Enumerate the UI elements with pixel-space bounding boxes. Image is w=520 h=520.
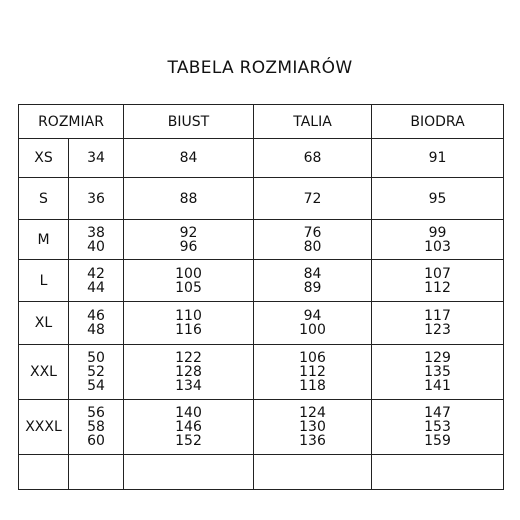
waist-value: 100 — [299, 322, 326, 338]
table-row — [19, 220, 504, 260]
header-hips: BIODRA — [372, 105, 504, 139]
waist-value: 130 — [299, 419, 326, 435]
hips-value: 112 — [424, 279, 451, 296]
hips-value: 153 — [424, 419, 451, 435]
hips-value: 107 — [424, 265, 451, 282]
bust-value: 96 — [179, 238, 198, 255]
header-size: ROZMIAR — [19, 105, 124, 139]
waist-value: 76 — [303, 224, 322, 241]
bust-cell — [124, 400, 254, 455]
size-number: 50 — [87, 350, 105, 366]
bust-cell — [124, 139, 254, 178]
size-label: XS — [19, 139, 69, 178]
empty-cell — [19, 455, 69, 490]
bust-value: 146 — [175, 419, 202, 435]
size-number: 38 — [87, 224, 105, 241]
bust-value: 122 — [175, 350, 202, 366]
hips-value: 123 — [424, 322, 451, 338]
size-label: XXXL — [19, 400, 69, 455]
bust-value: 152 — [175, 433, 202, 449]
size-number: 46 — [87, 308, 105, 324]
bust-cell — [124, 260, 254, 302]
table-row — [19, 260, 504, 302]
empty-cell — [254, 455, 372, 490]
hips-value: 91 — [428, 150, 447, 166]
table-row — [19, 400, 504, 455]
hips-cell — [372, 220, 504, 260]
hips-cell — [372, 302, 504, 345]
waist-cell — [254, 400, 372, 455]
size-table — [18, 104, 504, 490]
waist-value: 124 — [299, 405, 326, 421]
hips-value: 99 — [428, 224, 447, 241]
table-row — [19, 178, 504, 220]
size-label: S — [19, 178, 69, 220]
size-number: 54 — [87, 378, 105, 394]
bust-value: 134 — [175, 378, 202, 394]
hips-cell — [372, 260, 504, 302]
bust-value: 100 — [175, 265, 202, 282]
bust-cell — [124, 178, 254, 220]
bust-value: 116 — [175, 322, 202, 338]
hips-value: 141 — [424, 378, 451, 394]
table-row — [19, 139, 504, 178]
waist-value: 72 — [303, 190, 322, 207]
waist-cell — [254, 345, 372, 400]
empty-cell — [372, 455, 504, 490]
waist-value: 112 — [299, 364, 326, 380]
size-number-cell — [69, 400, 124, 455]
size-number-cell — [69, 139, 124, 178]
empty-table-row — [19, 455, 504, 490]
size-number: 34 — [87, 150, 105, 166]
bust-value: 128 — [175, 364, 202, 380]
waist-value: 68 — [303, 150, 322, 166]
table-header-row — [19, 105, 504, 139]
hips-cell — [372, 139, 504, 178]
size-number: 52 — [87, 364, 105, 380]
hips-cell — [372, 345, 504, 400]
waist-value: 84 — [303, 265, 322, 282]
header-bust: BIUST — [124, 105, 254, 139]
bust-cell — [124, 302, 254, 345]
size-number: 48 — [87, 322, 105, 338]
waist-value: 89 — [303, 279, 322, 296]
size-number-cell — [69, 260, 124, 302]
size-number: 36 — [87, 190, 105, 207]
size-number: 58 — [87, 419, 105, 435]
size-number: 56 — [87, 405, 105, 421]
size-label: M — [19, 220, 69, 260]
bust-cell — [124, 220, 254, 260]
bust-value: 84 — [179, 150, 198, 166]
table-row — [19, 345, 504, 400]
hips-value: 135 — [424, 364, 451, 380]
waist-value: 118 — [299, 378, 326, 394]
size-number: 60 — [87, 433, 105, 449]
hips-value: 95 — [428, 190, 447, 207]
bust-value: 140 — [175, 405, 202, 421]
size-number-cell — [69, 178, 124, 220]
size-number: 44 — [87, 279, 105, 296]
waist-value: 136 — [299, 433, 326, 449]
waist-cell — [254, 260, 372, 302]
waist-cell — [254, 139, 372, 178]
bust-value: 88 — [179, 190, 198, 207]
waist-cell — [254, 178, 372, 220]
hips-value: 147 — [424, 405, 451, 421]
header-waist: TALIA — [254, 105, 372, 139]
size-label: XL — [19, 302, 69, 345]
size-label: L — [19, 260, 69, 302]
bust-value: 110 — [175, 308, 202, 324]
empty-cell — [124, 455, 254, 490]
size-number-cell — [69, 345, 124, 400]
bust-value: 105 — [175, 279, 202, 296]
empty-cell — [69, 455, 124, 490]
size-number: 42 — [87, 265, 105, 282]
hips-cell — [372, 178, 504, 220]
size-number-cell — [69, 220, 124, 260]
hips-value: 159 — [424, 433, 451, 449]
waist-cell — [254, 220, 372, 260]
size-label: XXL — [19, 345, 69, 400]
waist-value: 94 — [303, 308, 322, 324]
table-row — [19, 302, 504, 345]
size-number: 40 — [87, 238, 105, 255]
hips-cell — [372, 400, 504, 455]
waist-cell — [254, 302, 372, 345]
size-number-cell — [69, 302, 124, 345]
hips-value: 103 — [424, 238, 451, 255]
waist-value: 80 — [303, 238, 322, 255]
page-title: TABELA ROZMIARÓW — [167, 58, 353, 78]
waist-value: 106 — [299, 350, 326, 366]
hips-value: 129 — [424, 350, 451, 366]
hips-value: 117 — [424, 308, 451, 324]
bust-value: 92 — [179, 224, 198, 241]
bust-cell — [124, 345, 254, 400]
